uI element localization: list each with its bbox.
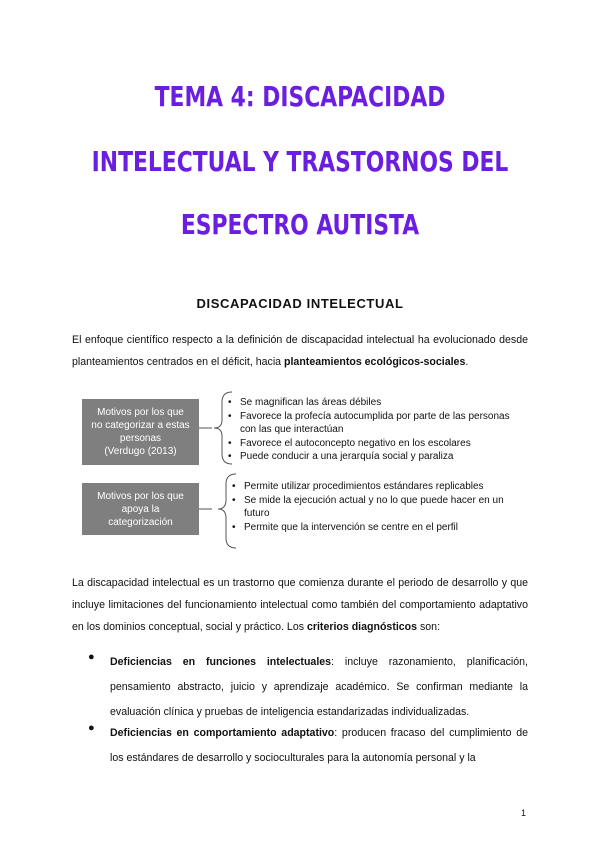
list-item: • Puede conducir a una jerarquía social y paraliza (228, 450, 528, 464)
criterion-item-adaptive (110, 721, 528, 771)
title-line-3: ESPECTRO AUTISTA (180, 208, 420, 241)
title-line-2: INTELECTUAL Y TRASTORNOS DEL (91, 145, 509, 178)
bullet-dot-icon: ● (88, 651, 95, 663)
definition-text-before: La discapacidad intelectual es un trastorno que comienza durante el periodo de desarrollo y que incluye limitaciones del funcionamiento intelectual como también del comportamiento adaptativo en los dominios conceptual, social y práctico. Los (72, 577, 528, 633)
intro-text-before: El enfoque científico respecto a la definición de discapacidad intelectual ha evolucionado desde planteamientos centrados en el déficit, hacia (72, 334, 528, 368)
definition-text-after: son: (417, 621, 441, 633)
list-item: • Permite que la intervención se centre en el perfil (232, 521, 528, 535)
criterion-item-intellectual (110, 650, 528, 725)
bullet-dot-icon: ● (88, 722, 95, 734)
list-item: • Favorece el autoconcepto negativo en los escolares (228, 437, 528, 451)
box2-label-line2: apoya la (121, 503, 160, 515)
criterion-bold: Deficiencias en comportamiento adaptativo (110, 727, 335, 739)
page-number: 1 (520, 808, 526, 818)
definition-paragraph (72, 572, 528, 638)
criterion-text: : incluye razonamiento, planificación, pensamiento abstracto, juicio y aprendizaje académico. Se confirman mediante la evaluación clínica y pruebas de inteligencia estandarizadas individualizadas. (110, 656, 528, 718)
section-heading: DISCAPACIDAD INTELECTUAL (196, 296, 404, 311)
box1-label-line3: personas (119, 433, 162, 444)
box1-bullet-list (228, 396, 528, 464)
box2-label-line1: Motivos por los que (97, 490, 184, 502)
criterion-text: : producen fracaso del cumplimiento de los estándares de desarrollo y socioculturales para la autonomía personal y la (110, 727, 528, 764)
list-item: • Favorece la profecía autocumplida por parte de las personas con las que interactúan (228, 410, 528, 437)
list-item: • Permite utilizar procedimientos estándares replicables (232, 480, 528, 494)
definition-bold: criterios diagnósticos (306, 621, 418, 633)
list-item: • Se magnifican las áreas débiles (228, 396, 528, 410)
title-line-1: TEMA 4: DISCAPACIDAD (154, 80, 446, 113)
criterion-bold: Deficiencias en funciones intelectuales (110, 656, 332, 668)
box2-bullet-list (232, 480, 528, 534)
box1-label-line1: Motivos por los que (97, 407, 184, 418)
box2-label-line3: categorización (108, 516, 173, 528)
intro-text-after: . (465, 356, 469, 368)
intro-bold: planteamientos ecológicos-sociales (284, 356, 466, 368)
box1-label-line4: (Verdugo (2013) (104, 446, 177, 457)
box1-label-line2: no categorizar a estas (91, 420, 190, 431)
list-item: • Se mide la ejecución actual y no lo que puede hacer en un futuro (232, 494, 528, 521)
